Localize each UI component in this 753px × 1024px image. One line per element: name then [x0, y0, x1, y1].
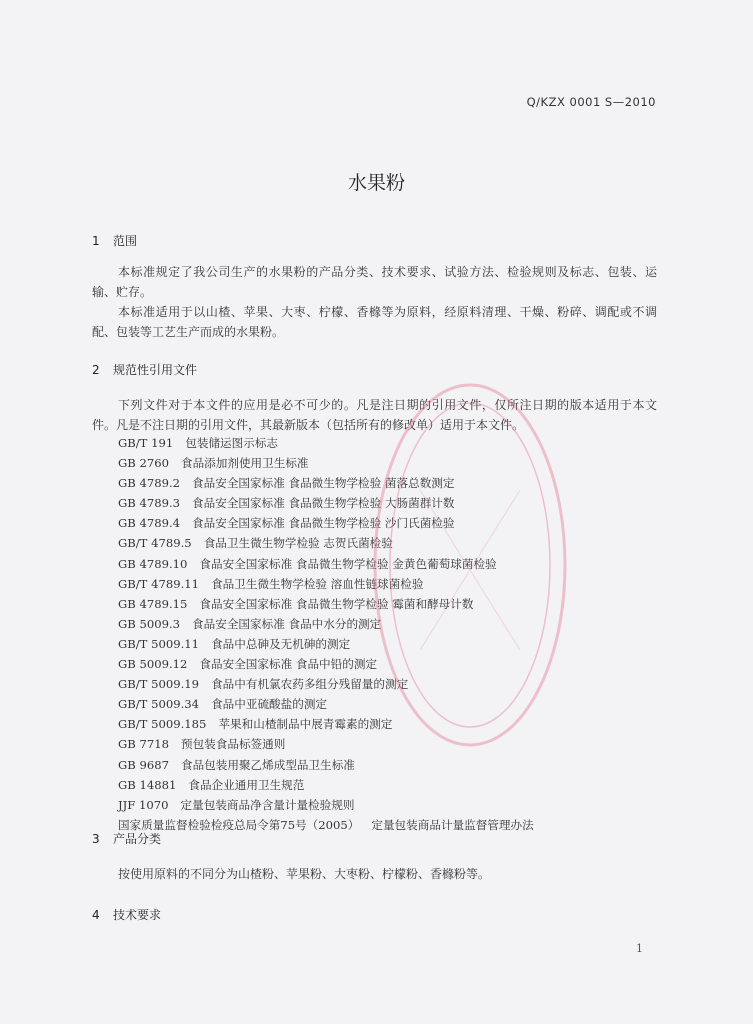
section-number: 1 — [92, 234, 100, 248]
section-heading-scope — [92, 232, 137, 249]
reference-title: 食品安全国家标准 食品微生物学检验 霉菌和酵母计数 — [199, 596, 474, 611]
document-code: Q/KZX 0001 S—2010 — [526, 95, 656, 109]
reference-title: 预包装食品标签通则 — [180, 737, 286, 752]
reference-title: 食品包装用聚乙烯成型品卫生标准 — [180, 757, 355, 772]
reference-item — [118, 815, 534, 835]
reference-code: GB 9687 — [118, 757, 169, 772]
section-number: 2 — [92, 363, 100, 377]
reference-title: 食品安全国家标准 食品微生物学检验 菌落总数测定 — [192, 476, 455, 491]
section-title: 规范性引用文件 — [113, 363, 198, 377]
reference-title: 食品卫生微生物学检验 志贺氏菌检验 — [203, 536, 393, 551]
reference-code: GB/T 5009.19 — [118, 677, 200, 692]
reference-title: 定量包装商品净含量计量检验规则 — [180, 797, 355, 812]
reference-code: GB 4789.4 — [118, 516, 181, 531]
reference-code: GB 4789.2 — [118, 476, 181, 491]
reference-title: 食品安全国家标准 食品微生物学检验 金黄色葡萄球菌检验 — [199, 556, 497, 571]
reference-title: 食品企业通用卫生规范 — [188, 777, 305, 792]
page-number: 1 — [636, 942, 643, 955]
reference-title: 食品安全国家标准 食品中铅的测定 — [199, 657, 378, 672]
reference-title: 食品中有机氯农药多组分残留量的测定 — [211, 677, 409, 692]
reference-code: GB/T 4789.5 — [118, 536, 192, 551]
reference-title: 食品安全国家标准 食品微生物学检验 沙门氏菌检验 — [192, 516, 455, 531]
reference-code: GB 5009.3 — [118, 616, 181, 631]
reference-title: 苹果和山楂制品中展青霉素的测定 — [218, 717, 393, 732]
scope-paragraph-1: 本标准规定了我公司生产的水果粉的产品分类、技术要求、试验方法、检验规则及标志、包装、运输、贮存。 — [92, 265, 657, 299]
section-title: 范围 — [113, 234, 138, 248]
section-heading-normative — [92, 361, 197, 378]
section-heading-classification — [92, 830, 161, 847]
section-title: 产品分类 — [113, 832, 162, 846]
reference-code: GB 4789.10 — [118, 556, 188, 571]
reference-title: 定量包装商品计量监督管理办法 — [371, 817, 534, 832]
reference-title: 包装储运图示标志 — [185, 436, 279, 450]
reference-code: 国家质量监督检验检疫总局令第75号（2005） — [118, 817, 360, 832]
reference-code: GB 14881 — [118, 777, 177, 792]
section-heading-technical — [92, 906, 161, 923]
reference-title: 食品中亚硫酸盐的测定 — [211, 697, 328, 712]
reference-code: GB 7718 — [118, 737, 169, 752]
reference-item — [118, 795, 534, 815]
reference-code: GB/T 4789.11 — [118, 576, 200, 591]
reference-code: GB 5009.12 — [118, 657, 188, 672]
classification-paragraph: 按使用原料的不同分为山楂粉、苹果粉、大枣粉、柠檬粉、香橼粉等。 — [118, 867, 491, 881]
normative-intro: 下列文件对于本文件的应用是必不可少的。凡是注日期的引用文件，仅所注日期的版本适用于本文件。凡是不注日期的引用文件，其最新版本（包括所有的修改单）适用于本文件。 — [92, 398, 657, 432]
section-number: 4 — [92, 908, 100, 922]
reference-code: GB 4789.15 — [118, 596, 188, 611]
reference-code: GB/T 5009.34 — [118, 697, 200, 712]
reference-code: JJF 1070 — [118, 797, 169, 812]
reference-code: GB/T 5009.185 — [118, 717, 207, 732]
document-title: 水果粉 — [347, 172, 405, 194]
section-number: 3 — [92, 832, 100, 846]
reference-title: 食品卫生微生物学检验 溶血性链球菌检验 — [211, 576, 424, 591]
reference-title: 食品安全国家标准 食品微生物学检验 大肠菌群计数 — [192, 496, 455, 511]
reference-code: GB/T 191 — [118, 436, 174, 450]
reference-code: GB/T 5009.11 — [118, 636, 200, 651]
reference-item — [118, 775, 534, 795]
section-title: 技术要求 — [113, 908, 162, 922]
scope-paragraph-2: 本标准适用于以山楂、苹果、大枣、柠檬、香橼等为原料，经原料清理、干燥、粉碎、调配或不调配、包装等工艺生产而成的水果粉。 — [92, 305, 657, 339]
reference-code: GB 4789.3 — [118, 496, 181, 511]
reference-code: GB 2760 — [118, 456, 169, 471]
reference-title: 食品安全国家标准 食品中水分的测定 — [192, 616, 382, 631]
reference-title: 食品中总砷及无机砷的测定 — [211, 636, 351, 651]
reference-title: 食品添加剂使用卫生标准 — [180, 456, 309, 471]
seal-stamp-icon — [360, 370, 580, 760]
